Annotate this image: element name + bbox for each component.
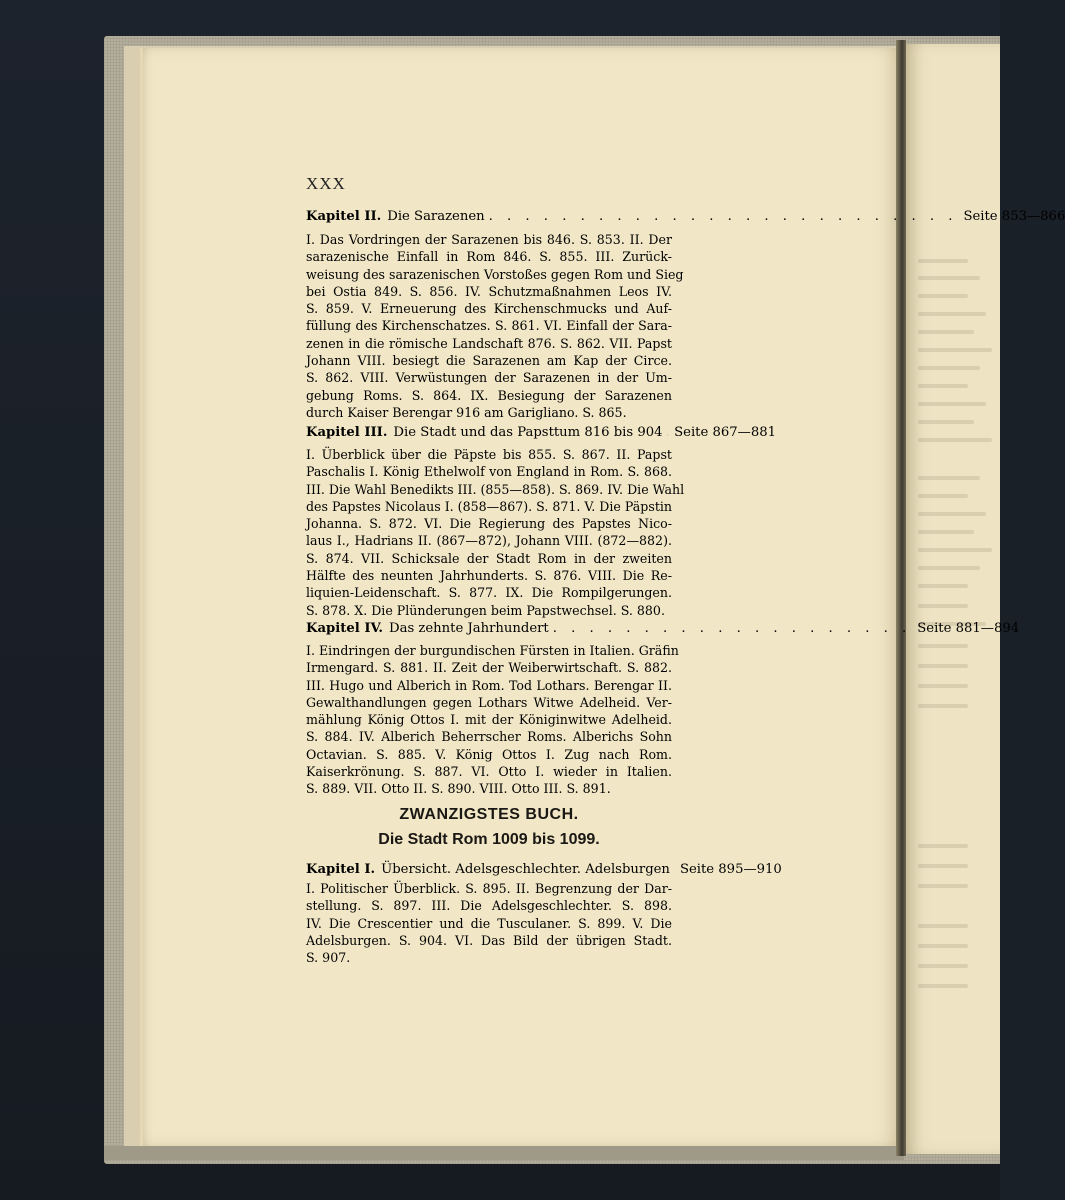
chapter-heading xyxy=(306,862,782,882)
summary-line: stellung. S. 897. III. Die Adelsgeschlechter. S. 898. xyxy=(306,898,672,914)
leader-dots: . . . . . . . . . . . . . . . . . . . . . . . . . . xyxy=(488,209,958,224)
page-number: XXX xyxy=(306,174,346,193)
show-through-line xyxy=(918,438,992,442)
summary-line: liquien-Leidenschaft. S. 877. IX. Die Rompilgerungen. xyxy=(306,585,672,601)
summary-line: sarazenische Einfall in Rom 846. S. 855. III. Zurück- xyxy=(306,249,672,265)
show-through-line xyxy=(918,330,974,334)
summary-line: weisung des sarazenischen Vorstoßes gegen Rom und Sieg xyxy=(306,266,684,282)
summary-line: Irmengard. S. 881. II. Zeit der Weiberwirtschaft. S. 882. xyxy=(306,660,672,676)
summary-line: Johann VIII. besiegt die Sarazenen am Kap der Circe. xyxy=(306,353,672,369)
summary-line: S. 874. VII. Schicksale der Stadt Rom in der zweiten xyxy=(306,550,672,566)
chapter-summary xyxy=(306,642,679,798)
summary-line: III. Hugo und Alberich in Rom. Tod Lothars. Berengar II. xyxy=(306,677,672,693)
show-through-line xyxy=(918,402,986,406)
summary-line: des Papstes Nicolaus I. (858—867). S. 871. V. Die Päpstin xyxy=(306,498,673,514)
chapter-heading xyxy=(306,209,1065,229)
summary-line: S. 907. xyxy=(306,950,351,966)
leader-dots xyxy=(667,425,669,440)
show-through-line xyxy=(918,984,968,988)
book-subheading: Die Stadt Rom 1009 bis 1099. xyxy=(378,831,600,848)
chapter-summary xyxy=(306,231,684,421)
summary-line: S. 884. IV. Alberich Beherrscher Roms. Alberichs Sohn xyxy=(306,729,672,745)
summary-line: IV. Die Crescentier und die Tusculaner. S. 899. V. Die xyxy=(306,915,672,931)
show-through-line xyxy=(918,348,992,352)
summary-line: Johanna. S. 872. VI. Die Regierung des Papstes Nico- xyxy=(306,516,672,532)
summary-line: Paschalis I. König Ethelwolf von England in Rom. S. 868. xyxy=(306,464,672,480)
summary-line: S. 889. VII. Otto II. S. 890. VIII. Otto III. S. 891. xyxy=(306,781,611,797)
summary-line: I. Politischer Überblick. S. 895. II. Begrenzung der Dar- xyxy=(306,881,672,896)
summary-line: Kaiserkrönung. S. 887. VI. Otto I. wieder in Italien. xyxy=(306,764,672,780)
summary-line: Gewalthandlungen gegen Lothars Witwe Adelheid. Ver- xyxy=(306,694,672,710)
chapter-summary xyxy=(306,880,672,966)
chapter-label: Kapitel II. xyxy=(306,209,382,224)
chapter-page-range: Seite 867—881 xyxy=(674,425,776,440)
chapter-label: Kapitel I. xyxy=(306,862,376,877)
summary-line: I. Das Vordringen der Sarazenen bis 846. S. 853. II. Der xyxy=(306,232,672,247)
leader-dots: . . . . . . . . . . . . . . . . . . . . xyxy=(552,621,912,636)
chapter-title: Übersicht. Adelsgeschlechter. Adelsburgen xyxy=(381,862,670,877)
summary-line: füllung des Kirchenschatzes. S. 861. VI. Einfall der Sara- xyxy=(306,318,672,334)
show-through-line xyxy=(918,294,968,298)
show-through-line xyxy=(918,604,968,608)
summary-line: gebung Roms. S. 864. IX. Besiegung der Sarazenen xyxy=(306,387,672,403)
show-through-line xyxy=(918,512,986,516)
show-through-line xyxy=(918,584,968,588)
show-through-line xyxy=(918,476,980,480)
chapter-page-range: Seite 881—894 xyxy=(917,621,1020,636)
chapter-title: Die Stadt und das Papsttum 816 bis 904 xyxy=(393,425,663,440)
summary-line: zenen in die römische Landschaft 876. S. 862. VII. Papst xyxy=(306,335,672,351)
chapter-summary xyxy=(306,446,685,619)
show-through-line xyxy=(918,366,980,370)
show-through-line xyxy=(918,548,992,552)
summary-line: S. 878. X. Die Plünderungen beim Papstwechsel. S. 880. xyxy=(306,602,665,618)
book-bottom-edge xyxy=(104,1146,904,1160)
summary-line: mählung König Ottos I. mit der Königinwitwe Adelheid. xyxy=(306,712,672,728)
chapter-page-range: Seite 853—866 xyxy=(963,209,1065,224)
show-through-line xyxy=(918,384,968,388)
summary-line: Hälfte des neunten Jahrhunderts. S. 876. VIII. Die Re- xyxy=(306,568,672,584)
summary-line: I. Eindringen der burgundischen Fürsten in Italien. Gräfin xyxy=(306,643,679,658)
show-through-line xyxy=(918,664,968,668)
show-through-line xyxy=(918,864,968,868)
show-through-line xyxy=(918,420,974,424)
show-through-line xyxy=(918,312,986,316)
show-through-line xyxy=(918,566,980,570)
summary-line: Octavian. S. 885. V. König Ottos I. Zug nach Rom. xyxy=(306,746,672,762)
summary-line: durch Kaiser Berengar 916 am Garigliano. S. 865. xyxy=(306,404,627,420)
show-through-line xyxy=(918,259,968,263)
show-through-line xyxy=(918,644,968,648)
book-gutter xyxy=(896,40,906,1156)
summary-line: S. 862. VIII. Verwüstungen der Sarazenen in der Um- xyxy=(306,370,672,386)
show-through-line xyxy=(918,684,968,688)
show-through-line xyxy=(918,944,968,948)
show-through-line xyxy=(918,704,968,708)
show-through-line xyxy=(918,844,968,848)
chapter-label: Kapitel III. xyxy=(306,425,388,440)
show-through-line xyxy=(918,884,968,888)
show-through-line xyxy=(918,494,968,498)
chapter-heading xyxy=(306,425,776,445)
chapter-heading xyxy=(306,621,1020,641)
chapter-page-range: Seite 895—910 xyxy=(679,862,782,877)
chapter-title: Die Sarazenen xyxy=(387,209,485,224)
chapter-title: Das zehnte Jahrhundert xyxy=(389,621,549,636)
chapter-label: Kapitel IV. xyxy=(306,621,384,636)
show-through-line xyxy=(918,924,968,928)
show-through-line xyxy=(918,276,980,280)
show-through-line xyxy=(918,530,974,534)
summary-line: Adelsburgen. S. 904. VI. Das Bild der übrigen Stadt. xyxy=(306,932,672,948)
summary-line: I. Überblick über die Päpste bis 855. S. 867. II. Papst xyxy=(306,447,672,462)
book-heading: ZWANZIGSTES BUCH. xyxy=(399,806,579,823)
summary-line: laus I., Hadrians II. (867—872), Johann VIII. (872—882). xyxy=(306,533,672,549)
summary-line: bei Ostia 849. S. 856. IV. Schutzmaßnahmen Leos IV. xyxy=(306,283,672,299)
show-through-line xyxy=(918,964,968,968)
summary-line: III. Die Wahl Benedikts III. (855—858). S. 869. IV. Die Wahl xyxy=(306,481,685,497)
summary-line: S. 859. V. Erneuerung des Kirchenschmucks und Auf- xyxy=(306,301,672,317)
